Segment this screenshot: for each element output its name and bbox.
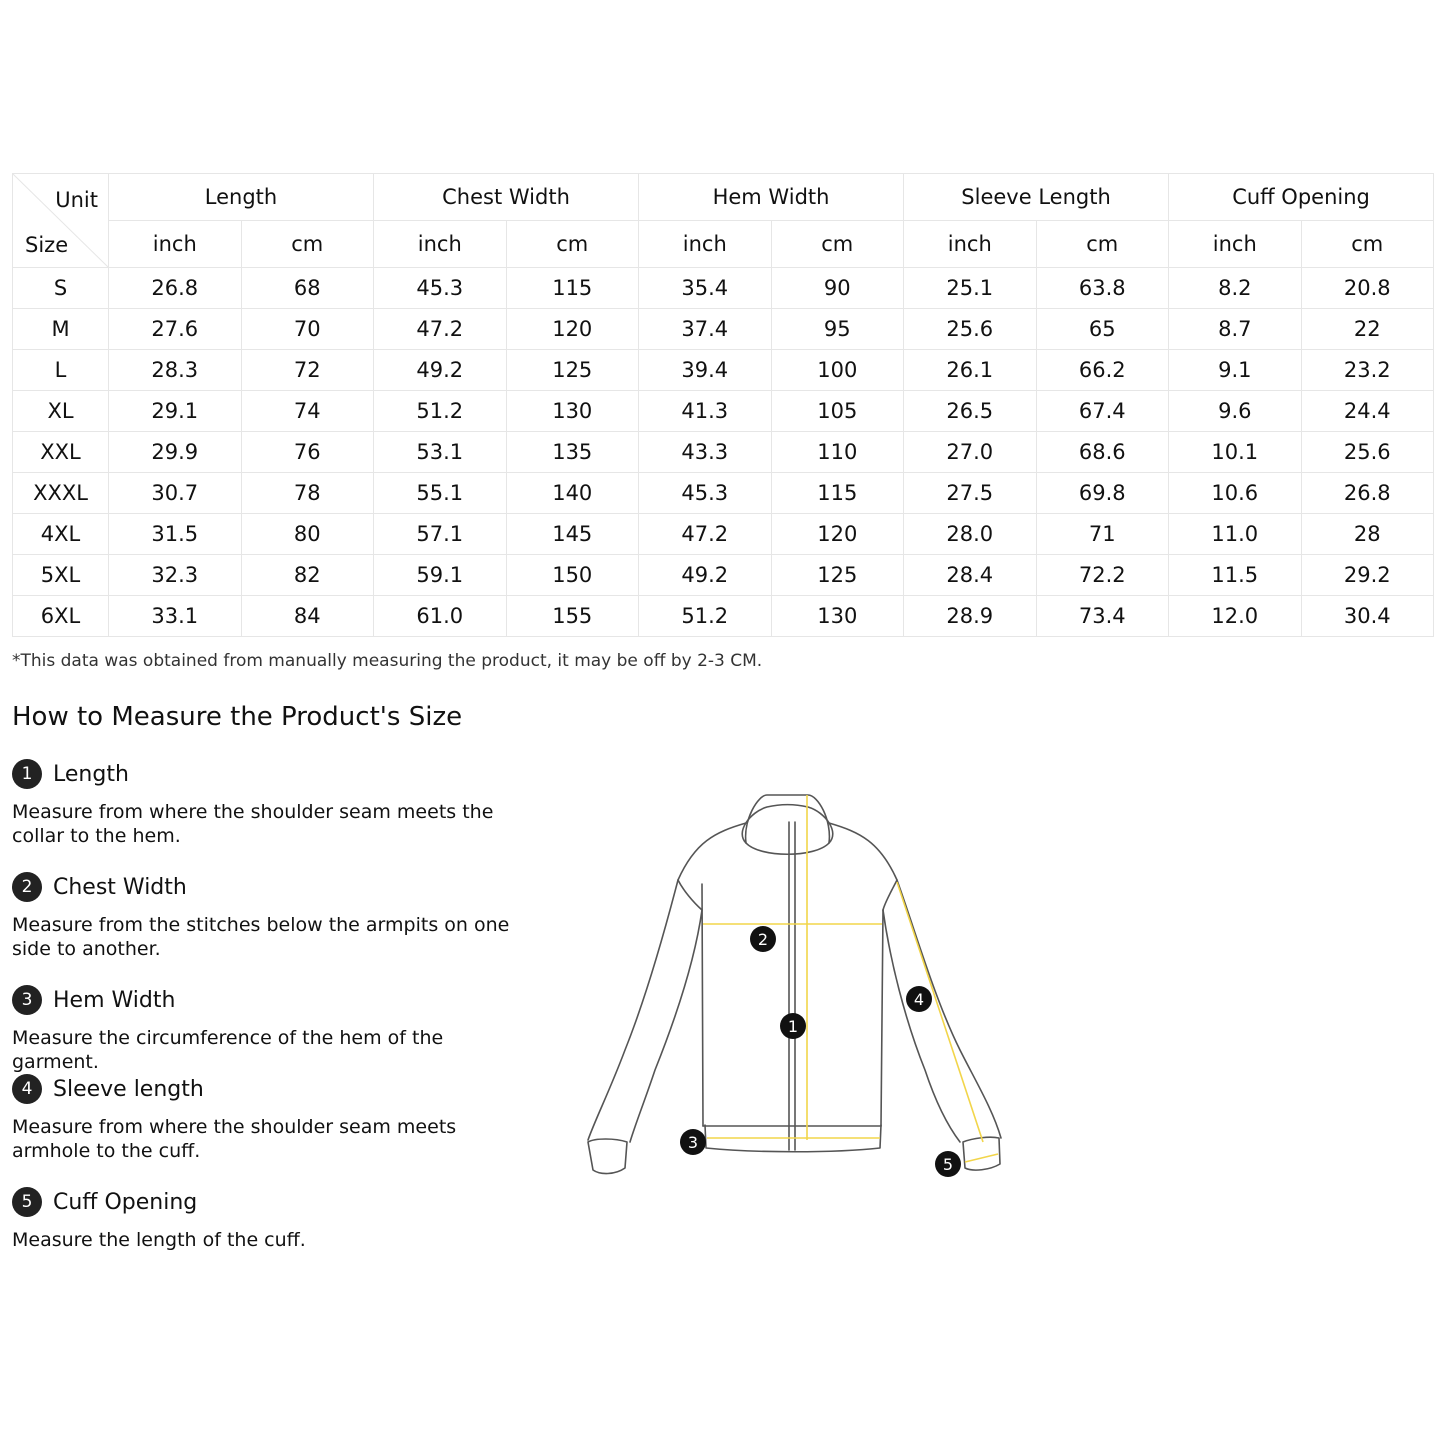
value-cell: 12.0 bbox=[1169, 596, 1302, 637]
step-heading bbox=[12, 984, 527, 1016]
value-cell: 24.4 bbox=[1301, 391, 1434, 432]
marker-5 bbox=[935, 1151, 961, 1177]
value-cell: 9.6 bbox=[1169, 391, 1302, 432]
measurement-step bbox=[12, 1186, 527, 1252]
value-cell: 130 bbox=[771, 596, 904, 637]
value-cell: 26.8 bbox=[109, 268, 242, 309]
table-row bbox=[13, 309, 1434, 350]
table-row bbox=[13, 391, 1434, 432]
value-cell: 63.8 bbox=[1036, 268, 1169, 309]
value-cell: 135 bbox=[506, 432, 639, 473]
value-cell: 25.1 bbox=[904, 268, 1037, 309]
value-cell: 90 bbox=[771, 268, 904, 309]
value-cell: 78 bbox=[241, 473, 374, 514]
table-row bbox=[13, 473, 1434, 514]
value-cell: 115 bbox=[771, 473, 904, 514]
jacket-outline bbox=[588, 795, 1001, 1174]
value-cell: 76 bbox=[241, 432, 374, 473]
value-cell: 140 bbox=[506, 473, 639, 514]
value-cell: 29.1 bbox=[109, 391, 242, 432]
size-chart-table bbox=[12, 173, 1434, 637]
marker-2 bbox=[750, 926, 776, 952]
marker-4 bbox=[906, 986, 932, 1012]
value-cell: 23.2 bbox=[1301, 350, 1434, 391]
value-cell: 82 bbox=[241, 555, 374, 596]
size-cell: 6XL bbox=[13, 596, 109, 637]
step-description: Measure from where the shoulder seam meets the collar to the hem. bbox=[12, 801, 494, 847]
value-cell: 11.5 bbox=[1169, 555, 1302, 596]
value-cell: 125 bbox=[771, 555, 904, 596]
step-number-badge: 3 bbox=[12, 985, 42, 1015]
size-rows bbox=[13, 268, 1434, 637]
svg-text:4: 4 bbox=[913, 990, 925, 1009]
value-cell: 73.4 bbox=[1036, 596, 1169, 637]
value-cell: 51.2 bbox=[374, 391, 507, 432]
step-number-badge: 4 bbox=[12, 1074, 42, 1104]
size-cell: M bbox=[13, 309, 109, 350]
value-cell: 11.0 bbox=[1169, 514, 1302, 555]
value-cell: 71 bbox=[1036, 514, 1169, 555]
value-cell: 55.1 bbox=[374, 473, 507, 514]
value-cell: 39.4 bbox=[639, 350, 772, 391]
table-row bbox=[13, 432, 1434, 473]
value-cell: 9.1 bbox=[1169, 350, 1302, 391]
unit-header: cm bbox=[771, 221, 904, 268]
table-row bbox=[13, 350, 1434, 391]
group-header-cuff-opening: Cuff Opening bbox=[1169, 174, 1434, 221]
unit-header: inch bbox=[109, 221, 242, 268]
step-number-badge: 5 bbox=[12, 1187, 42, 1217]
value-cell: 67.4 bbox=[1036, 391, 1169, 432]
value-cell: 30.4 bbox=[1301, 596, 1434, 637]
value-cell: 72 bbox=[241, 350, 374, 391]
measurement-markers bbox=[680, 926, 961, 1177]
value-cell: 150 bbox=[506, 555, 639, 596]
value-cell: 53.1 bbox=[374, 432, 507, 473]
svg-text:1: 1 bbox=[787, 1017, 799, 1036]
value-cell: 72.2 bbox=[1036, 555, 1169, 596]
value-cell: 10.1 bbox=[1169, 432, 1302, 473]
unit-header: inch bbox=[1169, 221, 1302, 268]
value-cell: 25.6 bbox=[1301, 432, 1434, 473]
value-cell: 100 bbox=[771, 350, 904, 391]
size-cell: L bbox=[13, 350, 109, 391]
size-cell: XXXL bbox=[13, 473, 109, 514]
measurement-step bbox=[12, 758, 527, 848]
measurement-note: *This data was obtained from manually measuring the product, it may be off by 2-3 CM. bbox=[12, 651, 763, 671]
unit-header: cm bbox=[1036, 221, 1169, 268]
unit-header: inch bbox=[639, 221, 772, 268]
table-row bbox=[13, 596, 1434, 637]
table-row bbox=[13, 514, 1434, 555]
value-cell: 27.0 bbox=[904, 432, 1037, 473]
step-label: Hem Width bbox=[53, 987, 176, 1013]
value-cell: 10.6 bbox=[1169, 473, 1302, 514]
value-cell: 115 bbox=[506, 268, 639, 309]
group-header-chest-width: Chest Width bbox=[374, 174, 639, 221]
step-description: Measure the length of the cuff. bbox=[12, 1229, 306, 1251]
value-cell: 26.5 bbox=[904, 391, 1037, 432]
value-cell: 45.3 bbox=[639, 473, 772, 514]
value-cell: 105 bbox=[771, 391, 904, 432]
corner-header-cell bbox=[13, 174, 109, 268]
measurement-step bbox=[12, 1073, 527, 1163]
size-cell: 4XL bbox=[13, 514, 109, 555]
value-cell: 61.0 bbox=[374, 596, 507, 637]
value-cell: 70 bbox=[241, 309, 374, 350]
unit-header: inch bbox=[374, 221, 507, 268]
unit-label: Unit bbox=[55, 188, 98, 212]
value-cell: 51.2 bbox=[639, 596, 772, 637]
table-row bbox=[13, 268, 1434, 309]
value-cell: 27.5 bbox=[904, 473, 1037, 514]
value-cell: 32.3 bbox=[109, 555, 242, 596]
unit-header: cm bbox=[241, 221, 374, 268]
value-cell: 29.2 bbox=[1301, 555, 1434, 596]
group-header-hem-width: Hem Width bbox=[639, 174, 904, 221]
value-cell: 74 bbox=[241, 391, 374, 432]
value-cell: 28.0 bbox=[904, 514, 1037, 555]
guide-title: How to Measure the Product's Size bbox=[12, 702, 463, 732]
step-description: Measure the circumference of the hem of the garment. bbox=[12, 1027, 444, 1073]
value-cell: 8.2 bbox=[1169, 268, 1302, 309]
value-cell: 95 bbox=[771, 309, 904, 350]
size-cell: XL bbox=[13, 391, 109, 432]
measurement-step bbox=[12, 871, 527, 961]
value-cell: 65 bbox=[1036, 309, 1169, 350]
step-label: Cuff Opening bbox=[53, 1189, 198, 1215]
step-label: Chest Width bbox=[53, 874, 187, 900]
value-cell: 68 bbox=[241, 268, 374, 309]
value-cell: 57.1 bbox=[374, 514, 507, 555]
value-cell: 22 bbox=[1301, 309, 1434, 350]
value-cell: 84 bbox=[241, 596, 374, 637]
unit-header: cm bbox=[506, 221, 639, 268]
table-row bbox=[13, 555, 1434, 596]
size-cell: S bbox=[13, 268, 109, 309]
value-cell: 80 bbox=[241, 514, 374, 555]
group-header-sleeve-length: Sleeve Length bbox=[904, 174, 1169, 221]
value-cell: 26.1 bbox=[904, 350, 1037, 391]
value-cell: 155 bbox=[506, 596, 639, 637]
step-heading bbox=[12, 758, 527, 790]
value-cell: 30.7 bbox=[109, 473, 242, 514]
value-cell: 33.1 bbox=[109, 596, 242, 637]
value-cell: 26.8 bbox=[1301, 473, 1434, 514]
value-cell: 8.7 bbox=[1169, 309, 1302, 350]
value-cell: 125 bbox=[506, 350, 639, 391]
unit-header: cm bbox=[1301, 221, 1434, 268]
value-cell: 47.2 bbox=[639, 514, 772, 555]
value-cell: 130 bbox=[506, 391, 639, 432]
unit-header-row bbox=[13, 221, 1434, 268]
group-header-length: Length bbox=[109, 174, 374, 221]
step-heading bbox=[12, 871, 527, 903]
unit-header: inch bbox=[904, 221, 1037, 268]
measurement-lines bbox=[703, 795, 998, 1162]
value-cell: 28.9 bbox=[904, 596, 1037, 637]
step-number-badge: 2 bbox=[12, 872, 42, 902]
value-cell: 25.6 bbox=[904, 309, 1037, 350]
value-cell: 29.9 bbox=[109, 432, 242, 473]
step-number-badge: 1 bbox=[12, 759, 42, 789]
value-cell: 27.6 bbox=[109, 309, 242, 350]
value-cell: 120 bbox=[771, 514, 904, 555]
value-cell: 43.3 bbox=[639, 432, 772, 473]
step-description: Measure from where the shoulder seam meets armhole to the cuff. bbox=[12, 1116, 457, 1162]
step-label: Length bbox=[53, 761, 129, 787]
value-cell: 35.4 bbox=[639, 268, 772, 309]
value-cell: 68.6 bbox=[1036, 432, 1169, 473]
svg-text:5: 5 bbox=[942, 1155, 954, 1174]
size-cell: 5XL bbox=[13, 555, 109, 596]
measurement-group-row bbox=[13, 174, 1434, 221]
step-label: Sleeve length bbox=[53, 1076, 204, 1102]
value-cell: 120 bbox=[506, 309, 639, 350]
size-label: Size bbox=[25, 233, 69, 257]
value-cell: 28.4 bbox=[904, 555, 1037, 596]
value-cell: 47.2 bbox=[374, 309, 507, 350]
value-cell: 31.5 bbox=[109, 514, 242, 555]
size-cell: XXL bbox=[13, 432, 109, 473]
value-cell: 45.3 bbox=[374, 268, 507, 309]
value-cell: 20.8 bbox=[1301, 268, 1434, 309]
value-cell: 49.2 bbox=[374, 350, 507, 391]
value-cell: 69.8 bbox=[1036, 473, 1169, 514]
value-cell: 59.1 bbox=[374, 555, 507, 596]
measurement-step bbox=[12, 984, 527, 1074]
step-description: Measure from the stitches below the armpits on one side to another. bbox=[12, 914, 510, 960]
value-cell: 66.2 bbox=[1036, 350, 1169, 391]
svg-text:3: 3 bbox=[687, 1133, 699, 1152]
value-cell: 49.2 bbox=[639, 555, 772, 596]
value-cell: 37.4 bbox=[639, 309, 772, 350]
marker-3 bbox=[680, 1129, 706, 1155]
value-cell: 145 bbox=[506, 514, 639, 555]
value-cell: 28 bbox=[1301, 514, 1434, 555]
step-heading bbox=[12, 1186, 527, 1218]
marker-1 bbox=[780, 1013, 806, 1039]
value-cell: 110 bbox=[771, 432, 904, 473]
svg-text:2: 2 bbox=[757, 930, 769, 949]
step-heading bbox=[12, 1073, 527, 1105]
jacket-icon bbox=[575, 780, 1015, 1190]
value-cell: 41.3 bbox=[639, 391, 772, 432]
value-cell: 28.3 bbox=[109, 350, 242, 391]
